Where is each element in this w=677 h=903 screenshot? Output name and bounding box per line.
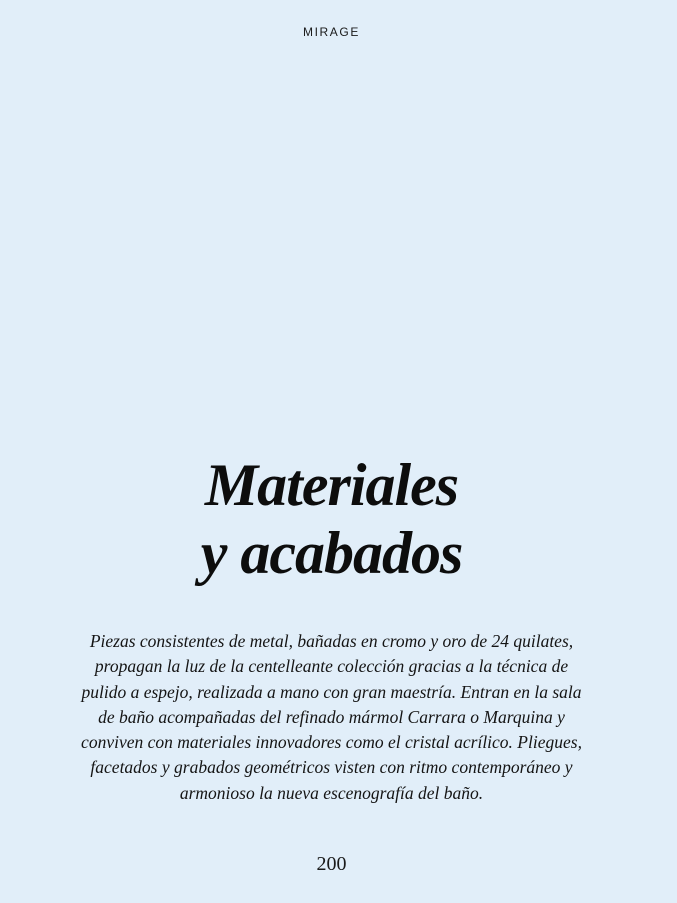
body-line: armonioso la nueva escenografía del baño. (179, 782, 484, 803)
title-line-1: Materiales (204, 452, 459, 518)
body-line: facetados y grabados geométricos visten con ritmo contemporáneo y (90, 757, 573, 778)
title-line-2: y acabados (200, 520, 463, 586)
brand-header: MIRAGE (303, 25, 360, 39)
body-line: conviven con materiales innovadores como el cristal acrílico. Pliegues, (81, 732, 582, 753)
body-line: de baño acompañadas del refinado mármol Carrara o Marquina y (98, 706, 565, 727)
body-line: pulido a espejo, realizada a mano con gran maestría. Entran en la sala (81, 681, 582, 702)
body-line: propagan la luz de la centelleante colección gracias a la técnica de (94, 656, 569, 677)
page-title (0, 451, 663, 587)
body-paragraph (40, 629, 623, 806)
page-number: 200 (316, 853, 347, 875)
body-line: Piezas consistentes de metal, bañadas en cromo y oro de 24 quilates, (89, 631, 574, 651)
